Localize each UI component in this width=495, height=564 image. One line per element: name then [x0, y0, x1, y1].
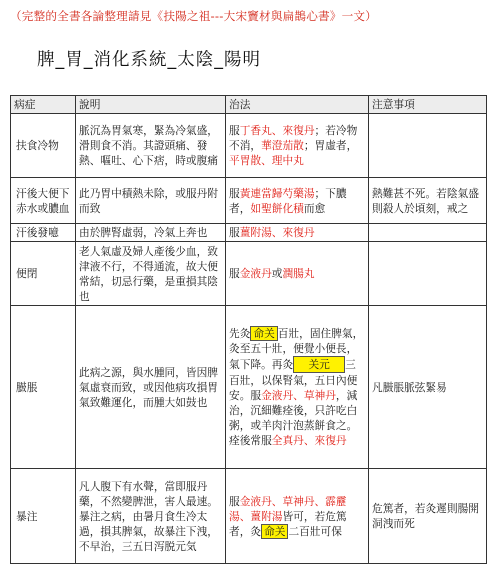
treatment-text: ；若冷物不消，: [229, 124, 358, 152]
description-cell: 凡人腹下有水聲，當即服丹藥，不然變脾泄，害人最速。暴注之病，由暑月食生冷太過，損其脾氣，故暴注下洩，不早治，三五日泻脱元気: [76, 469, 226, 564]
treatment-text: 服: [229, 494, 240, 508]
treatment-cell: [226, 306, 369, 469]
disease-cell: 汗後發噫: [11, 224, 76, 242]
notes-cell: 凡臌脹脈弦緊易: [369, 306, 487, 469]
description-cell: 此乃胃中積熱未除，或服丹附而致: [76, 178, 226, 224]
table-row: [11, 306, 487, 469]
header-notes: 注意事項: [369, 96, 487, 114]
description-cell: 此病之源，與水腫同，皆因脾氣虛衰而致，或因他病攻損胃氣致難運化，而腫大如鼓也: [76, 306, 226, 469]
description-cell: 老人氣虛及婦人產後少血，致津液不行，不得通流，故大便常結，切忌行藥，是重損其陰也: [76, 242, 226, 306]
disease-cell: 扶食冷物: [11, 114, 76, 178]
treatment-text: 服: [229, 267, 240, 280]
notes-cell: [369, 114, 487, 178]
acupoint-highlight: 关元: [293, 356, 345, 373]
page-title: 脾_胃_消化系統_太陰_陽明: [37, 50, 261, 70]
treatment-cell: [226, 224, 369, 242]
formula-name: 華澄茄散: [261, 139, 304, 152]
reference-note: （完整的全書各論整理請見《扶陽之祖---大宋竇材與扁鵲心書》一文）: [10, 9, 377, 23]
formula-name: 黃連當歸芍藥湯: [239, 186, 315, 200]
header-description: 說明: [76, 96, 226, 114]
formula-name: 潤腸丸: [282, 267, 315, 280]
treatment-text: 百壯，固住脾氣，灸至五十壯，便覺小便長，氣下降。再灸: [229, 327, 364, 371]
treatment-cell: [226, 178, 369, 224]
table-row: [11, 114, 487, 178]
table-row: [11, 469, 487, 564]
disease-table: [10, 95, 487, 564]
disease-cell: 汗後大便下赤水或膿血: [11, 178, 76, 224]
formula-name: 薑附湯、來復丹: [239, 226, 315, 239]
formula-name: 如聖餅化積: [250, 201, 304, 215]
treatment-text: ；胃虛者，: [303, 139, 358, 152]
table-row: [11, 224, 487, 242]
table-row: [11, 178, 487, 224]
acupoint-highlight: 命关: [250, 326, 277, 341]
treatment-text: 先灸: [229, 327, 251, 340]
treatment-text: 二百壯可保: [288, 524, 342, 538]
description-cell: 由於脾腎虛弱，冷氣上奔也: [76, 224, 226, 242]
treatment-text: 或: [271, 267, 283, 280]
treatment-text: 服: [229, 186, 240, 200]
formula-name: 金液丹、草神丹: [261, 389, 336, 402]
treatment-text: 三百壯，以保腎氣，五日內便安。服: [229, 358, 358, 402]
notes-cell: [369, 224, 487, 242]
treatment-text: ，減 治，沉細難痊後，只許吃白粥，或羊肉汁泡蒸餅食之。痊後常服: [229, 389, 368, 447]
formula-name: 丁香丸、來復丹: [239, 124, 315, 137]
acupoint-highlight: 命关: [261, 524, 288, 539]
treatment-text: ；下膿者，: [229, 186, 347, 215]
header-treatment: 治法: [226, 96, 369, 114]
notes-cell: 危篤者，若灸遲則腸開洞洩而死: [369, 469, 487, 564]
treatment-text: 服: [229, 226, 240, 239]
table-row: [11, 242, 487, 306]
disease-cell: 暴注: [11, 469, 76, 564]
disease-cell: 臌脹: [11, 306, 76, 469]
formula-name: 平胃散、理中丸: [229, 154, 304, 167]
treatment-cell: [226, 114, 369, 178]
formula-name: 全真丹、來復丹: [271, 434, 347, 447]
description-cell: 脈沉為胃氣寒，緊為冷氣盛，滑則食不消。其證頭痛、發熱、嘔吐、心下痞，時或腹痛: [76, 114, 226, 178]
formula-name: 金液丹: [239, 267, 272, 280]
disease-cell: 便閉: [11, 242, 76, 306]
treatment-cell: [226, 469, 369, 564]
formula-name: 金液丹、草神丹、霹靂湯、薑附湯: [229, 494, 347, 523]
treatment-text: 皆可，若危篤者，灸: [229, 509, 347, 538]
treatment-text: 而愈: [303, 201, 326, 215]
table-header-row: [11, 96, 487, 114]
notes-cell: [369, 242, 487, 306]
notes-cell: 熱難甚不死。若陰氣盛則殺人於頃刻，戒之: [369, 178, 487, 224]
header-disease: 病症: [11, 96, 76, 114]
treatment-text: 服: [229, 124, 240, 137]
treatment-cell: [226, 242, 369, 306]
